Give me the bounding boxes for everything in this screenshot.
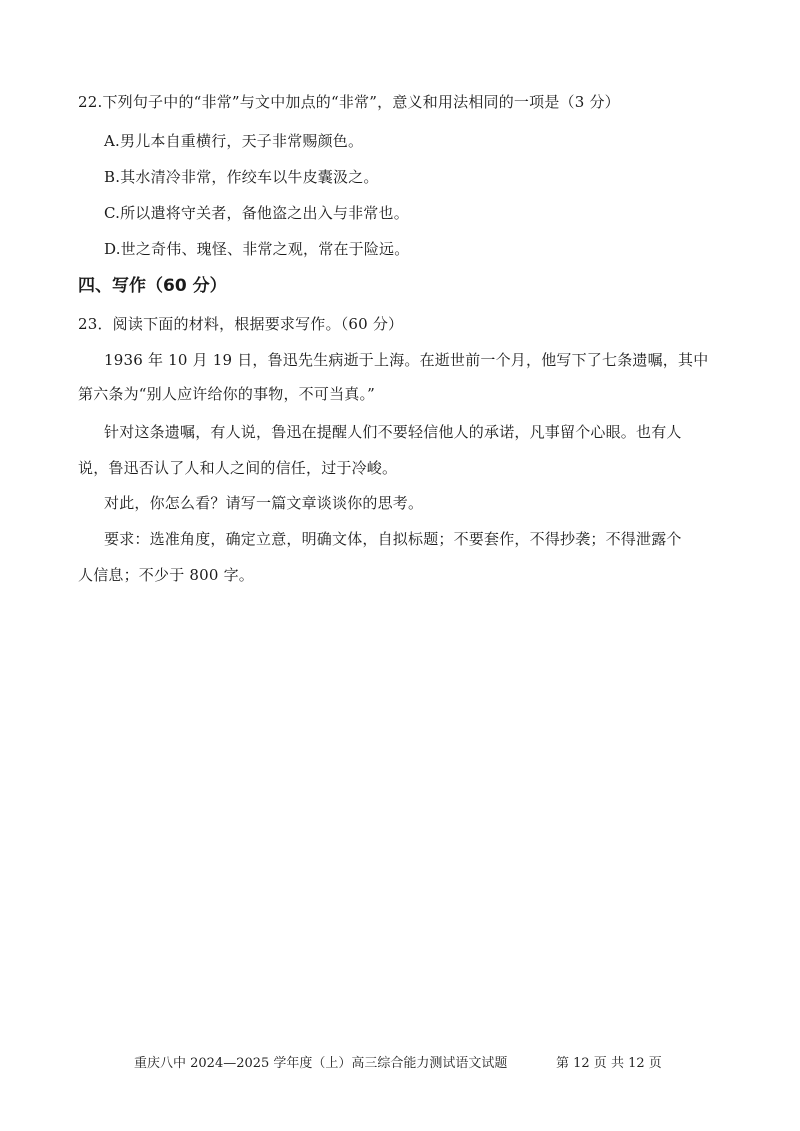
question-23-stem: 23．阅读下面的材料，根据要求写作。（60 分） [78, 315, 404, 333]
question-22-option-b: B.其水清冷非常，作绞车以牛皮囊汲之。 [104, 168, 379, 186]
material-paragraph-1-line-1: 1936 年 10 月 19 日，鲁迅先生病逝于上海。在逝世前一个月，他写下了七条遗嘱，其中 [104, 351, 709, 369]
material-paragraph-2-line-2: 说，鲁迅否认了人和人之间的信任，过于冷峻。 [78, 459, 398, 477]
question-22-stem: 22.下列句子中的“非常”与文中加点的“非常”，意义和用法相同的一项是（3 分） [78, 93, 620, 111]
question-22-option-d: D.世之奇伟、瑰怪、非常之观，常在于险远。 [104, 240, 410, 258]
footer-exam-title: 重庆八中 2024—2025 学年度（上）高三综合能力测试语文试题 [134, 1056, 508, 1071]
section-writing-heading: 四、写作（60 分） [78, 276, 227, 296]
material-paragraph-2-line-1: 针对这条遗嘱，有人说，鲁迅在提醒人们不要轻信他人的承诺，凡事留个心眼。也有人 [104, 423, 682, 441]
material-paragraph-1-line-2: 第六条为“别人应许给你的事物，不可当真。” [78, 385, 376, 403]
footer-page-number: 第 12 页 共 12 页 [556, 1056, 662, 1071]
requirements-line-2: 人信息；不少于 800 字。 [78, 566, 254, 584]
question-22-option-a: A.男儿本自重横行，天子非常赐颜色。 [104, 132, 364, 150]
question-22-option-c: C.所以遣将守关者，备他盗之出入与非常也。 [104, 204, 409, 222]
requirements-line-1: 要求：选准角度，确定立意，明确文体，自拟标题；不要套作，不得抄袭；不得泄露个 [104, 530, 682, 548]
prompt-question: 对此，你怎么看？请写一篇文章谈谈你的思考。 [104, 494, 424, 512]
